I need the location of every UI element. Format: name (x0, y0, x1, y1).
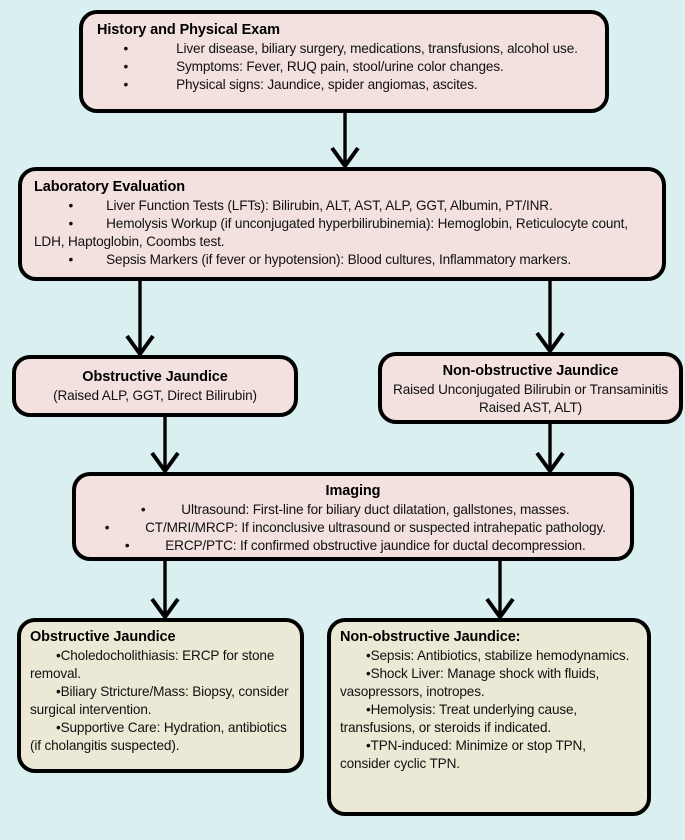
node-mgmt-obstructive-title: Obstructive Jaundice (30, 629, 176, 645)
bullet-icon: • (123, 40, 129, 56)
node-obstructive-jaundice (12, 355, 298, 417)
connector-nonobstructive-to-imaging (537, 424, 563, 471)
bullet-icon: • (68, 251, 74, 267)
list-item-text: Liver Function Tests (LFTs): Bilirubin, ALT, AST, ALP, GGT, Albumin, PT/INR. (106, 197, 553, 213)
list-item-text: Ultrasound: First-line for biliary duct dilatation, gallstones, masses. (181, 501, 570, 517)
bullet-icon: • (104, 519, 110, 535)
bullet-icon: • (56, 647, 61, 663)
list-item (86, 501, 620, 519)
list-item (30, 719, 292, 755)
connector-lab-to-obstructive (127, 281, 153, 354)
list-item (119, 76, 593, 94)
connector-history-to-lab (332, 113, 358, 166)
list-item (30, 647, 292, 683)
bullet-icon: • (366, 665, 371, 681)
bullet-icon: • (366, 701, 371, 717)
list-item-text: Sepsis: Antibiotics, stabilize hemodynamics. (370, 647, 630, 663)
bullet-icon: • (68, 215, 74, 231)
list-item-text: Hemolysis: Treat underlying cause, transfusions, or steroids if indicated. (340, 701, 578, 735)
list-item-text: Hemolysis Workup (if unconjugated hyperbilirubinemia): Hemoglobin, Reticulocyte count, LDH, Haptoglobin, Coombs test. (34, 215, 628, 249)
bullet-icon: • (140, 501, 146, 517)
list-item-text: ERCP/PTC: If confirmed obstructive jaundice for ductal decompression. (165, 537, 586, 553)
node-imaging (72, 472, 634, 561)
list-item-text: Choledocholithiasis: ERCP for stone removal. (30, 647, 275, 681)
list-item (340, 701, 639, 737)
node-mgmt-obstructive-items (30, 647, 292, 755)
node-nonobstructive-title: Non-obstructive Jaundice (442, 363, 619, 379)
list-item-text: Physical signs: Jaundice, spider angiomas, ascites. (176, 76, 478, 92)
connector-imaging-to-mgmt-nonobstructive (487, 561, 513, 617)
node-imaging-items (86, 501, 620, 555)
node-obstructive-subtitle: (Raised ALP, GGT, Direct Bilirubin) (53, 387, 257, 403)
node-history-title: History and Physical Exam (97, 22, 280, 38)
node-mgmt-nonobstructive-title: Non-obstructive Jaundice: (340, 629, 521, 645)
bullet-icon: • (123, 58, 129, 74)
list-item (86, 519, 620, 537)
list-item (34, 251, 652, 269)
bullet-icon: • (56, 719, 61, 735)
node-laboratory-evaluation (18, 167, 666, 281)
bullet-icon: • (56, 683, 61, 699)
list-item-text: Liver disease, biliary surgery, medications, transfusions, alcohol use. (176, 40, 578, 56)
list-item-text: CT/MRI/MRCP: If inconclusive ultrasound or suspected intrahepatic pathology. (145, 519, 606, 535)
node-obstructive-title: Obstructive Jaundice (82, 369, 228, 385)
list-item (30, 683, 292, 719)
list-item (119, 40, 593, 58)
connector-lab-to-nonobstructive (537, 281, 563, 351)
list-item-text: Symptoms: Fever, RUQ pain, stool/urine color changes. (176, 58, 504, 74)
node-history-and-physical-exam (79, 10, 609, 113)
list-item (34, 215, 652, 251)
list-item-text: Sepsis Markers (if fever or hypotension): Blood cultures, Inflammatory markers. (106, 251, 571, 267)
list-item (340, 665, 639, 701)
list-item (340, 737, 639, 773)
connector-imaging-to-mgmt-obstructive (152, 561, 178, 617)
list-item-text: TPN-induced: Minimize or stop TPN, consider cyclic TPN. (340, 737, 586, 772)
node-obstructive-jaundice-management (17, 618, 304, 773)
connector-obstructive-to-imaging (152, 417, 178, 471)
list-item (86, 537, 620, 555)
node-lab-title: Laboratory Evaluation (34, 179, 185, 195)
node-nonobstructive-subtitle-line1: Raised Unconjugated Bilirubin or Transaminitis (393, 381, 668, 397)
bullet-icon: • (366, 647, 371, 663)
node-non-obstructive-jaundice (378, 352, 683, 424)
node-nonobstructive-subtitle-line2: Raised AST, ALT) (478, 399, 583, 415)
bullet-icon: • (68, 197, 74, 213)
node-non-obstructive-jaundice-management (327, 618, 651, 816)
node-imaging-title: Imaging (325, 483, 381, 499)
bullet-icon: • (124, 537, 130, 553)
node-history-items (97, 40, 593, 94)
list-item (340, 647, 639, 665)
list-item-text: Shock Liver: Manage shock with fluids, vasopressors, inotropes. (340, 665, 600, 699)
bullet-icon: • (366, 737, 371, 753)
list-item (34, 197, 652, 215)
list-item-text: Biliary Stricture/Mass: Biopsy, consider surgical intervention. (30, 683, 289, 717)
list-item-text: Supportive Care: Hydration, antibiotics (if cholangitis suspected). (30, 719, 287, 753)
bullet-icon: • (123, 76, 129, 92)
node-lab-items (34, 197, 652, 269)
node-mgmt-nonobstructive-items (340, 647, 639, 774)
list-item (119, 58, 593, 76)
